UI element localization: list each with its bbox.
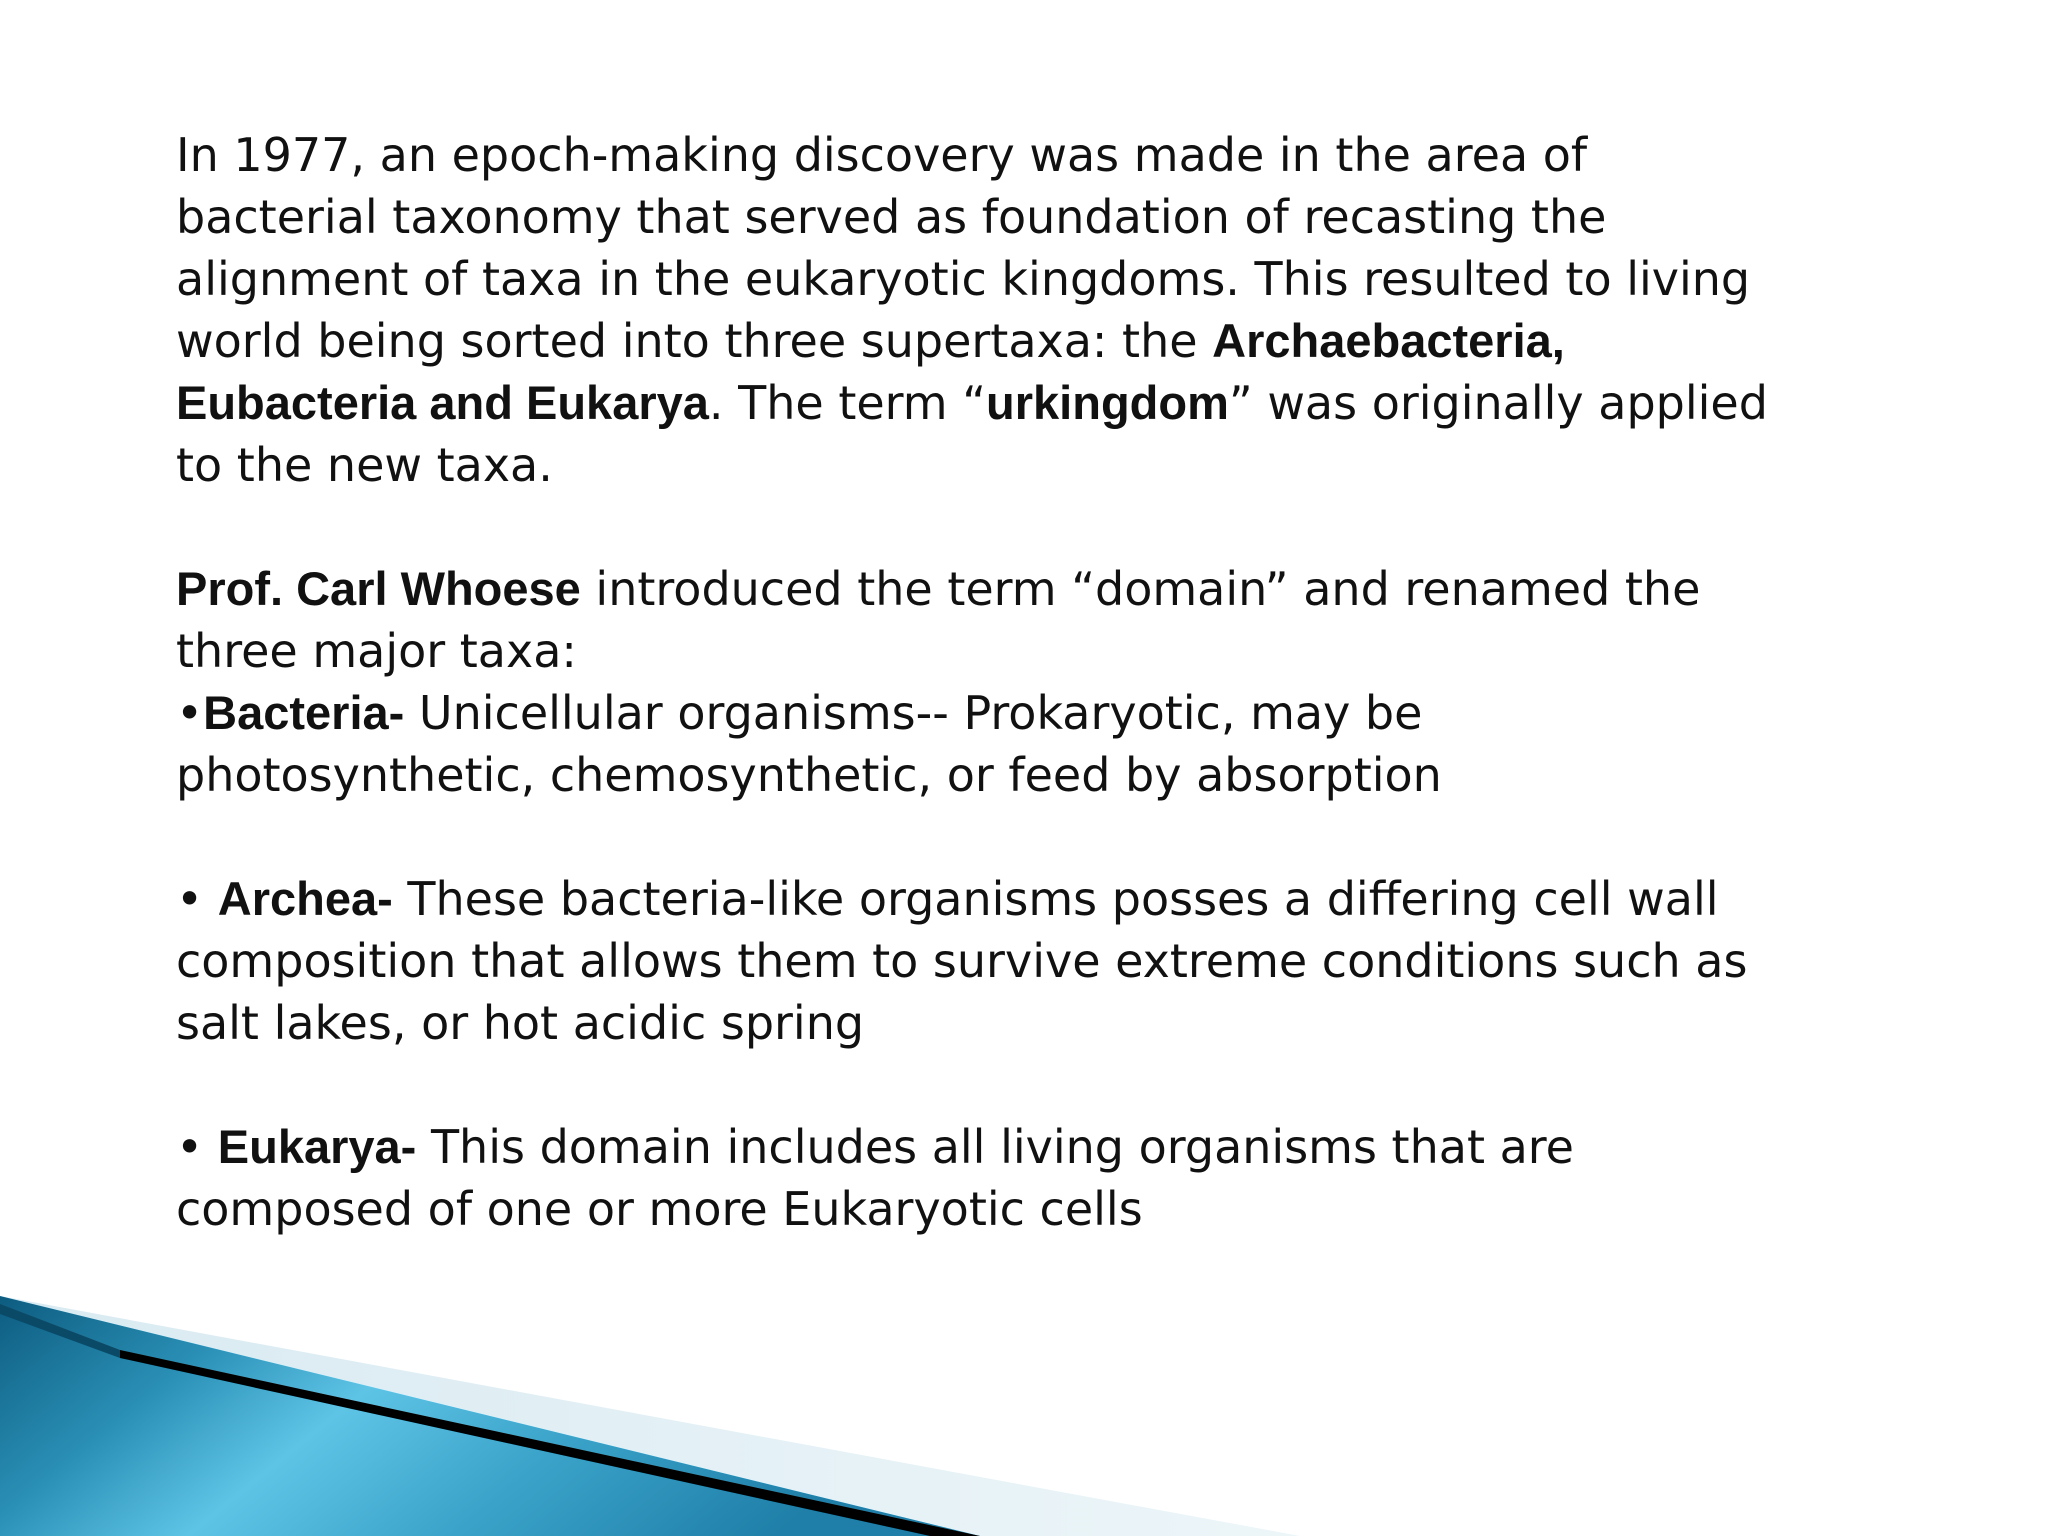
bacteria-text: Unicellular organisms-- Prokaryotic, may be (404, 686, 1423, 740)
archea-text: These bacteria-like organisms posses a differing cell wall (392, 872, 1719, 926)
archea-line: salt lakes, or hot acidic spring (176, 996, 865, 1050)
woese-name: Prof. Carl Whoese (176, 562, 581, 615)
intro-paragraph (176, 124, 1976, 496)
domain-eukarya (176, 1116, 1976, 1240)
bullet: • (176, 686, 204, 740)
spacer (176, 496, 1976, 558)
domain-bacteria (176, 682, 1976, 806)
spacer (176, 1054, 1976, 1116)
intro-text: . The term “ (708, 376, 987, 430)
intro-line: In 1977, an epoch-making discovery was made in the area of (176, 128, 1588, 182)
woese-line (176, 558, 1976, 620)
woese-line: three major taxa: (176, 624, 577, 678)
bullet: • (176, 872, 218, 926)
blue-wedge (0, 1296, 980, 1536)
slide-corner-decoration (0, 1296, 2048, 1536)
spacer (176, 806, 1976, 868)
eukarya-label: Eukarya- (217, 1120, 417, 1173)
intro-line (176, 310, 1976, 372)
intro-line (176, 372, 1976, 434)
bacteria-line: photosynthetic, chemosynthetic, or feed by absorption (176, 748, 1442, 802)
archea-line (176, 868, 1976, 930)
term-urkingdom: urkingdom (986, 376, 1229, 429)
intro-line: bacterial taxonomy that served as foundation of recasting the (176, 190, 1607, 244)
intro-line: to the new taxa. (176, 438, 553, 492)
eukarya-text: This domain includes all living organisms that are (416, 1120, 1574, 1174)
eukarya-line (176, 1116, 1976, 1178)
woese-text: introduced the term “domain” and renamed the (580, 562, 1701, 616)
eukarya-line: composed of one or more Eukaryotic cells (176, 1182, 1143, 1236)
archea-label: Archea- (217, 872, 393, 925)
bullet: • (176, 1120, 218, 1174)
bacteria-line (176, 682, 1976, 744)
domain-archea (176, 868, 1976, 1054)
bacteria-label: Bacteria- (203, 686, 405, 739)
archea-line: composition that allows them to survive extreme conditions such as (176, 934, 1748, 988)
woese-paragraph (176, 558, 1976, 682)
intro-text: ” was originally applied (1228, 376, 1768, 430)
term-archaebacteria: Archaebacteria, (1212, 314, 1565, 367)
intro-line: alignment of taxa in the eukaryotic kingdoms. This resulted to living (176, 252, 1751, 306)
term-eubacteria-eukarya: Eubacteria and Eukarya (176, 376, 709, 429)
slide-body (176, 124, 1976, 1240)
intro-text: world being sorted into three supertaxa: the (176, 314, 1213, 368)
